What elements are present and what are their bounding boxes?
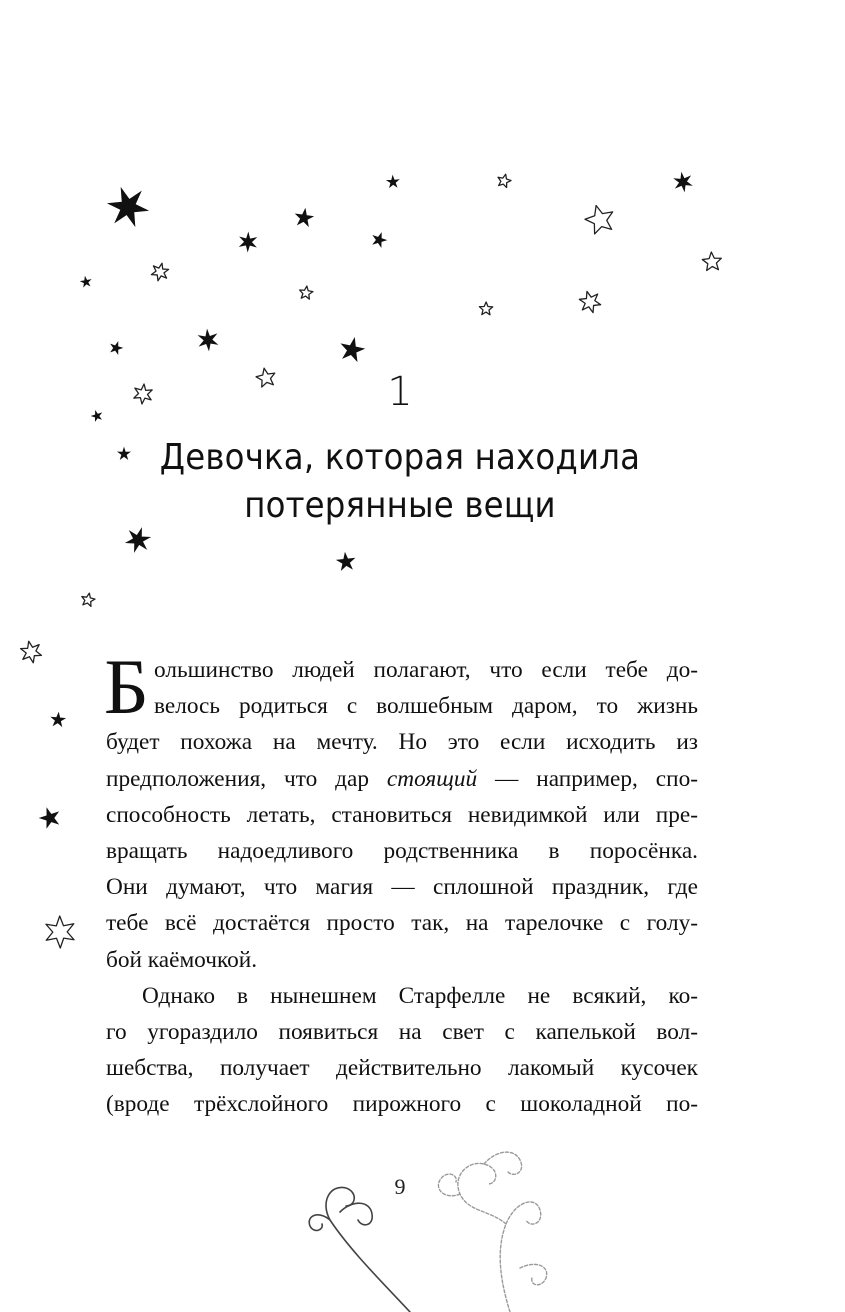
chapter-number: 1 — [387, 369, 413, 415]
swirl-vine-icon — [300, 1140, 560, 1312]
drop-cap: Б — [104, 643, 149, 730]
text-line: способность летать, становиться невидимкой или пре- — [106, 801, 698, 828]
text-line: Они думают, что магия — сплошной праздник, где — [106, 874, 698, 901]
body-text — [104, 643, 698, 1122]
page-number: 9 — [394, 1174, 406, 1199]
star-icon — [46, 916, 74, 948]
star-icon — [118, 448, 129, 459]
text-line — [106, 761, 698, 797]
star-icon — [105, 182, 151, 231]
star-icon — [371, 231, 388, 247]
star-icon — [198, 329, 217, 350]
text-line: Однако в нынешнем Старфелле не всякий, ко- — [142, 982, 698, 1009]
star-icon — [582, 202, 617, 236]
star-icon — [91, 410, 103, 421]
star-icon — [240, 233, 256, 252]
star-icon — [19, 639, 42, 664]
star-icon — [150, 261, 169, 282]
star-icon — [578, 289, 602, 315]
text-line: ольшинство людей полагают, что если тебе до- — [154, 657, 698, 683]
star-icon — [133, 383, 152, 405]
chapter-title-line-2: потерянные вещи — [244, 485, 556, 526]
text-fragment: предположения, что дар — [106, 765, 387, 792]
text-line: велось родиться с волшебным даром, то жизнь — [154, 693, 698, 720]
text-fragment: — например, спо- — [477, 765, 698, 792]
text-line: бой каёмочкой. — [106, 946, 258, 973]
chapter-title-line-1: Девочка, которая находила — [159, 437, 641, 478]
star-icon — [674, 172, 692, 192]
star-icon — [38, 806, 62, 829]
star-icon — [702, 251, 722, 270]
star-icon — [387, 176, 399, 187]
star-icon — [125, 525, 152, 554]
star-icon — [337, 552, 356, 570]
star-icon — [255, 366, 277, 387]
emphasis-word: стоящий — [386, 765, 478, 792]
star-icon — [339, 336, 366, 362]
text-line: шебства, получает действительно лакомый кусочек — [106, 1055, 698, 1082]
star-icon — [80, 276, 91, 287]
text-line: тебе всё достаётся просто так, на тарелочке с голу- — [106, 910, 698, 937]
chapter-title — [150, 434, 650, 530]
text-line: вращать надоедливого родственника в поросёнка. — [106, 837, 698, 864]
star-icon — [299, 285, 314, 299]
text-line: (вроде трёхслойного пирожного с шоколадной по- — [106, 1091, 698, 1118]
text-line: будет похожа на мечту. Но это если исходить из — [106, 729, 698, 756]
star-icon — [496, 173, 512, 189]
star-icon — [294, 208, 313, 227]
text-line: го угораздило появиться на свет с капелькой вол- — [106, 1018, 698, 1045]
star-icon — [479, 302, 493, 315]
star-icon — [51, 712, 65, 726]
star-icon — [109, 341, 123, 355]
star-icon — [80, 592, 96, 607]
